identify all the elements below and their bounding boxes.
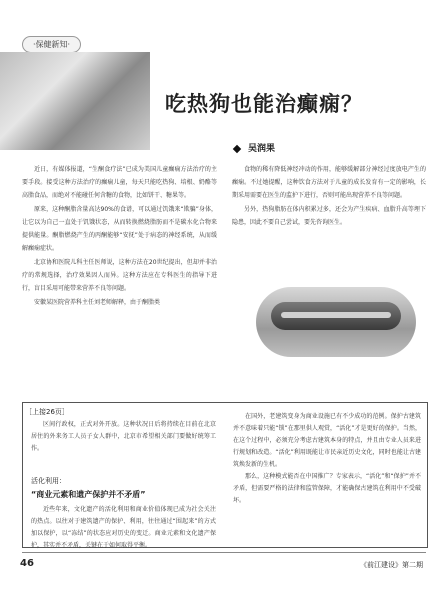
article-author [234,141,275,154]
paragraph: 在国外，老建筑变身为商业设施已有不少成功的范例。保护古建筑并不意味着只能“锁”在那里供人观赏，“活化”才是更好的保护。当然，在这个过程中，必须充分考虑古建筑本身的特点，并且由专业人员来进行规划和改造。“活化”利用既能让市民亲近历史文化，同时也能让古建筑焕发新的生机。 [233,413,421,468]
sidebar-box [22,402,428,548]
hotdog-image [246,262,426,392]
header-band [0,0,445,150]
diamond-icon [233,144,241,152]
paragraph: 近些年来，文化遗产的活化利用和商业价值体现已成为社会关注的热点。以往对于建筑遗产的保护、利用，往往通过“围起来”的方式加以保护，以“冻结”的状态应对历史的变迁。商业元素和文化遗产保护，其实并不矛盾，关键在于如何取得平衡。 [31,506,216,549]
sidebar-subtitle: 活化利用： [31,477,66,485]
sidebar-subtitle2: “商业元素和遗产保护并不矛盾” [31,490,146,499]
paragraph: 近日，有媒体报道，“生酮食疗法”已成为美国儿童癫痫方法治疗的主要手段。接受这种方法治疗的癫痫儿童，每天只能吃热狗、培根、奶酪等高脂食品，而绝对不能碰任何含糖的食物，比如饼干、糖果等。 [22,166,217,199]
sidebar-top-left-text [31,419,216,455]
paragraph: 另外，热狗脂肪在体内积累过多，还会为产生疾病、血脂升高等埋下隐患，因此不要自己尝试，要先咨询医生。 [232,206,426,226]
page-number: 46 [20,558,34,569]
continuation-label: ［上接26页］ [25,408,69,416]
author-name: 吴润果 [248,144,276,154]
paragraph: 安徽某医院营养科主任刘老师解释，由于酮脂类 [34,299,161,306]
sidebar-bottom-left-text [31,504,216,552]
mustard-shape [281,312,391,318]
paragraph: 区间行政权，正式对外开放。这种状况日后将持续在目前在北京居住的外来务工人员子女人群中，北京市希望相关部门要做好统筹工作。 [31,421,216,452]
section-tag: ·保健新知· [22,36,81,53]
paragraph: 北京协和医院儿科主任医师说，这种方法在20世纪提出，但却并非治疗的常规选择，治疗效果因人而异。这种方法应在专科医生的指导下进行，盲目采用可能带来营养不良等问题。 [22,259,217,292]
article-title: 吃热狗也能治癫痫？ [165,92,363,116]
footer-divider [22,552,426,553]
article-left-column [22,163,217,310]
sidebar-right-text [233,411,421,507]
article-right-column [232,163,426,230]
paragraph: 原来，这种酮脂含量高达90%的食谱，可以通过饥饿来“欺骗”身体，让它以为自己一直处于饥饿状态，从而转换燃烧脂肪而不是碳水化合物来提供能量。酮脂燃烧产生的丙酮能够“安抚”处于病态的神经系统，从而缓解癫痫症状。 [22,206,217,252]
hotdog-photo-top [0,52,150,150]
paragraph: 那么，这种模式能否在中国推广？专家表示，“活化”和“保护”并不矛盾，但需要严格的法律和监管保障，才能确保古建筑在利用中不受破坏。 [233,473,421,504]
journal-name: 《前江建设》第二期 [360,561,423,569]
paragraph: 食物的稀有降低神经冲动的作用，能够缓解部分神经过度放电产生的癫痫。不过她提醒，这种饮食方法对于儿童的成长发育有一定的影响，长期采用需要在医生的监护下进行，否则可能出现营养不良等问题。 [232,166,426,199]
